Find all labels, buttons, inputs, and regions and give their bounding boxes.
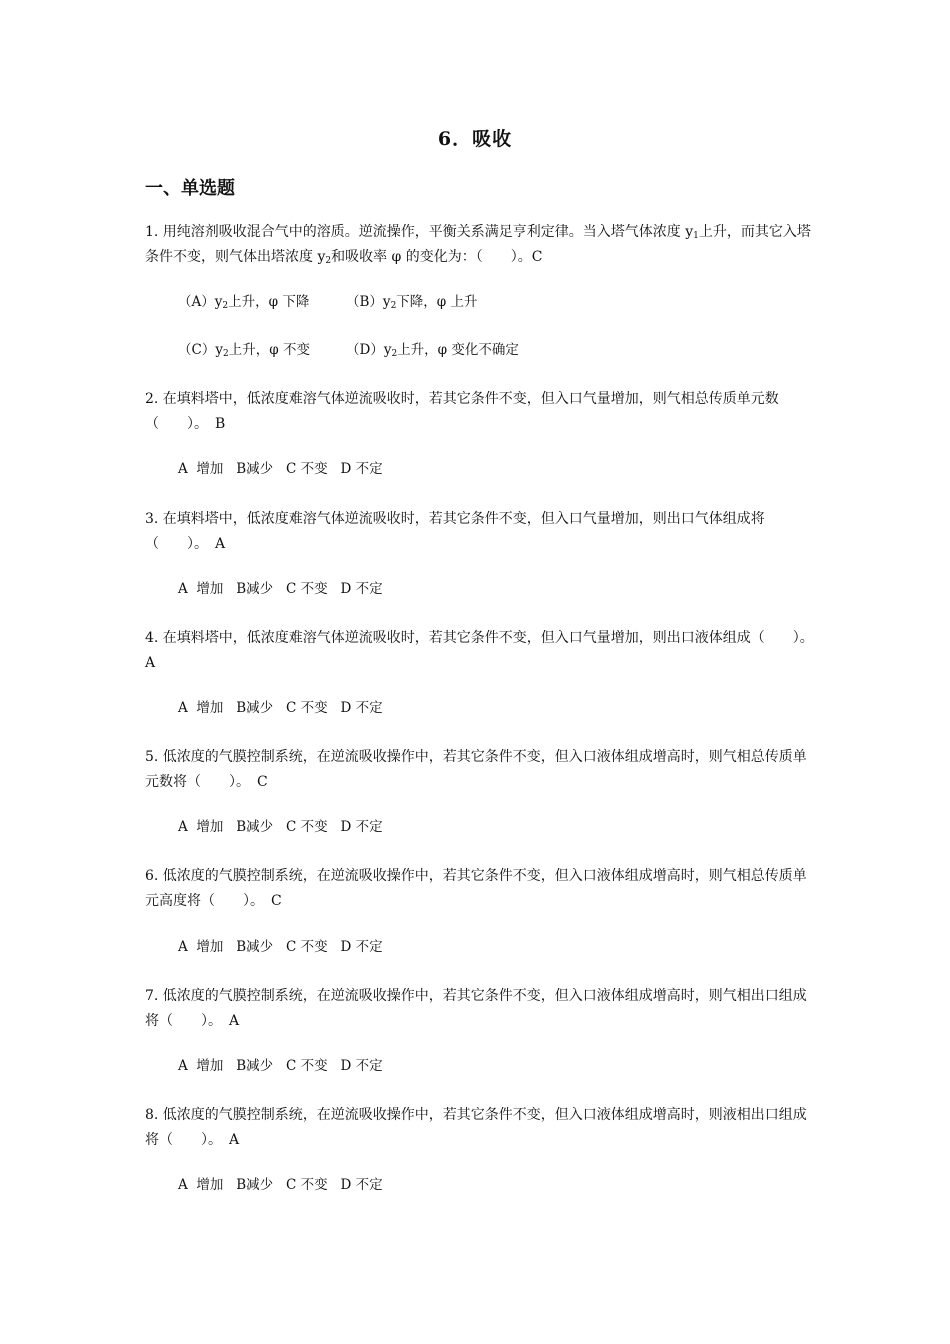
question-1-option-d: $(D)y_2$上升，φ 变化不确定 [346, 342, 519, 359]
page-title: 6．吸收 [437, 128, 513, 150]
question-3-stem: 3. 在填料塔中，低浓度难溶气体逆流吸收时，若其它条件不变，但入口气量增加，则出口气体组成将（ ）。 A [145, 511, 765, 552]
question-8-stem: 8. 低浓度的气膜控制系统，在逆流吸收操作中，若其它条件不变，但入口液体组成增高时，则液相出口组成将（ ）。 A [145, 1107, 807, 1148]
question-1-option-a: $(A)y_2$上升，φ 下降 [178, 294, 310, 311]
question-1-option-c: $(C)y_2$上升，φ 不变 [178, 342, 310, 359]
question-4-options: A 增加 B减少 C 不变 D 不定 [178, 700, 383, 716]
question-2-stem: 2. 在填料塔中，低浓度难溶气体逆流吸收时，若其它条件不变，但入口气量增加，则气相总传质单元数（ ）。 B [145, 391, 779, 432]
question-7-options: A 增加 B减少 C 不变 D 不定 [178, 1058, 383, 1074]
question-2-options: A 增加 B减少 C 不变 D 不定 [178, 461, 383, 477]
question-3-options: A 增加 B减少 C 不变 D 不定 [178, 581, 383, 597]
question-6-stem: 6. 低浓度的气膜控制系统，在逆流吸收操作中，若其它条件不变，但入口液体组成增高时，则气相总传质单元高度将（ ）。 C [145, 868, 807, 909]
question-1-option-b: $(B)y_2$下降，φ 上升 [346, 294, 478, 311]
question-8-options: A 增加 B减少 C 不变 D 不定 [178, 1177, 383, 1193]
question-1-stem: 1. 用纯溶剂吸收混合气中的溶质。逆流操作，平衡关系满足亨利定律。当入塔气体浓度 $y_1$上升，而其它入塔条件不变，则气体出塔浓度 $y_2$和吸收率 φ 的变化为：（ ）。C [145, 224, 811, 266]
question-7-stem: 7. 低浓度的气膜控制系统，在逆流吸收操作中，若其它条件不变，但入口液体组成增高时，则气相出口组成将（ ）。 A [145, 988, 807, 1029]
section-heading: 一、单选题 [145, 178, 235, 199]
question-5-options: A 增加 B减少 C 不变 D 不定 [178, 819, 383, 835]
question-4-stem: 4. 在填料塔中，低浓度难溶气体逆流吸收时，若其它条件不变，但入口气量增加，则出口液体组成（ ）。A [145, 630, 814, 671]
question-6-options: A 增加 B减少 C 不变 D 不定 [178, 939, 383, 955]
question-5-stem: 5. 低浓度的气膜控制系统，在逆流吸收操作中，若其它条件不变，但入口液体组成增高时，则气相总传质单元数将（ ）。 C [145, 749, 807, 790]
